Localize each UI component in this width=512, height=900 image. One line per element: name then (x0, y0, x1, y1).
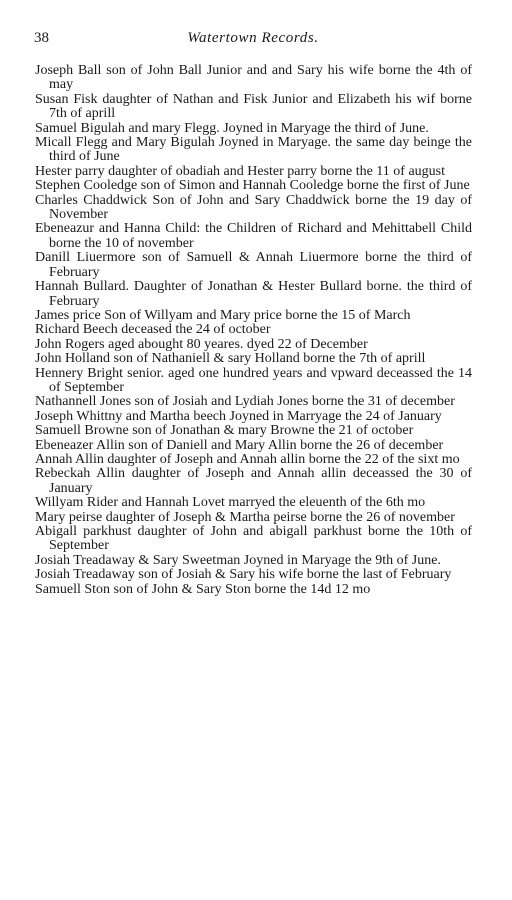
record-entry: Nathannell Jones son of Josiah and Lydiah Jones borne the 31 of december (35, 394, 455, 410)
record-entry: Samuel Bigulah and mary Flegg. Joyned in Maryage the third of June. (35, 120, 429, 136)
record-entry: Susan Fisk daughter of Nathan and Fisk Junior and Elizabeth his wif borne 7th of aprill (35, 91, 472, 122)
record-entry: Willyam Rider and Hannah Lovet marryed the eleuenth of the 6th mo (35, 495, 426, 511)
record-entry: John Holland son of Nathaniell & sary Holland borne the 7th of aprill (35, 351, 426, 367)
running-title: Watertown Records. (187, 30, 319, 46)
record-entry: Hennery Bright senior. aged one hundred years and vpward deceassed the 14 of September (35, 365, 472, 395)
record-entry: Stephen Cooledge son of Simon and Hannah Cooledge borne the first of June (35, 178, 470, 194)
record-entry: Mary peirse daughter of Joseph & Martha peirse borne the 26 of november (35, 509, 455, 525)
record-entry: Richard Beech deceased the 24 of october (35, 322, 271, 338)
record-entry: Hester parry daughter of obadiah and Hester parry borne the 11 of august (35, 163, 445, 179)
record-entry: Samuell Ston son of John & Sary Ston borne the 14d 12 mo (35, 581, 371, 597)
record-entry: Samuell Browne son of Jonathan & mary Browne the 21 of october (35, 423, 414, 439)
record-entry: Danill Liuermore son of Samuell & Annah Liuermore borne the third of February (35, 250, 472, 280)
record-entry: Ebeneazer Allin son of Daniell and Mary Allin borne the 26 of december (35, 437, 444, 453)
record-entry: Joseph Whittny and Martha beech Joyned in Marryage the 24 of January (35, 408, 442, 424)
record-entry: Ebeneazur and Hanna Child: the Children of Richard and Mehittabell Child borne the 10 of november (35, 221, 472, 251)
record-entry: John Rogers aged abought 80 yeares. dyed 22 of December (35, 336, 368, 352)
record-entry: Hannah Bullard. Daughter of Jonathan & Hester Bullard borne. the third of February (35, 279, 472, 309)
record-entry: Annah Allin daughter of Joseph and Annah allin borne the 22 of the sixt mo (35, 451, 460, 467)
record-entry: Joseph Ball son of John Ball Junior and and Sary his wife borne the 4th of may (35, 63, 472, 93)
page-number: 38 (34, 30, 49, 46)
record-entry: James price Son of Willyam and Mary price borne the 15 of March (35, 307, 411, 323)
record-entry: Micall Flegg and Mary Bigulah Joyned in Maryage. the same day beinge the third of June (35, 135, 472, 165)
record-entry: Rebeckah Allin daughter of Joseph and Annah allin deceassed the 30 of January (35, 466, 472, 496)
record-entries (35, 64, 472, 597)
record-entry: Charles Chaddwick Son of John and Sary Chaddwick borne the 19 day of November (35, 192, 472, 223)
record-entry: Abigall parkhust daughter of John and abigall parkhust borne the 10th of September (35, 524, 472, 554)
record-entry: Josiah Treadaway & Sary Sweetman Joyned in Maryage the 9th of June. (35, 552, 441, 568)
page-header (34, 30, 472, 50)
record-entry: Josiah Treadaway son of Josiah & Sary his wife borne the last of February (35, 567, 452, 583)
